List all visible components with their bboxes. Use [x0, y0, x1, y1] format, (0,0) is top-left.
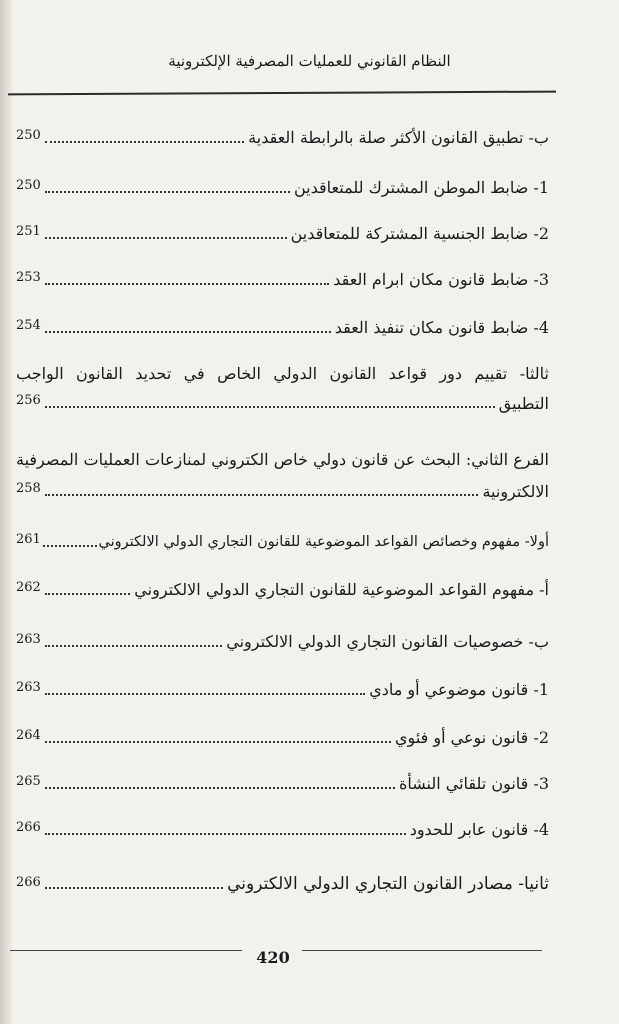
toc-entry — [16, 774, 549, 794]
leader-dots — [45, 593, 130, 595]
toc-entry — [16, 450, 549, 501]
toc-entry-title: ب- تطبيق القانون الأكثر صلة بالرابطة العقدية — [248, 128, 549, 148]
toc-entry-page: 254 — [16, 318, 41, 333]
leader-dots — [45, 283, 329, 285]
toc-entry-page: 256 — [16, 393, 41, 409]
leader-dots — [45, 191, 290, 193]
toc-entry — [16, 178, 549, 198]
toc-entry-title-line1: الفرع الثاني: البحث عن قانون دولي خاص الكتروني لمنازعات العمليات المصرفية — [16, 450, 549, 469]
leader-dots — [45, 406, 495, 408]
toc-entry-title: 2- قانون نوعي أو فئوي — [395, 728, 549, 748]
leader-dots — [45, 141, 244, 143]
toc-entry — [16, 632, 549, 652]
page-number: 420 — [256, 948, 290, 967]
toc-entry-title: ثانيا- مصادر القانون التجاري الدولي الالكتروني — [227, 874, 549, 894]
toc-entry-page: 266 — [16, 874, 41, 890]
toc-entry — [16, 874, 549, 894]
leader-dots — [45, 237, 287, 239]
toc-entry-title: 2- ضابط الجنسية المشتركة للمتعاقدين — [290, 224, 549, 244]
toc-entry-page: 266 — [16, 820, 41, 835]
toc-entry-title: 4- ضابط قانون مكان تنفيذ العقد — [334, 318, 549, 338]
leader-dots — [45, 331, 331, 333]
toc-entry — [16, 318, 549, 338]
toc-entry — [16, 532, 549, 552]
leader-dots — [45, 693, 365, 695]
leader-dots — [45, 645, 222, 647]
running-header: النظام القانوني للعمليات المصرفية الإلكترونية — [168, 52, 451, 70]
toc-entry-page: 258 — [16, 481, 41, 497]
toc-entry — [16, 680, 549, 700]
toc-entry-page: 250 — [16, 128, 41, 143]
toc-entry — [16, 580, 549, 600]
toc-entry-page: 264 — [16, 728, 41, 743]
toc-entry-title: التطبيق — [498, 393, 549, 413]
toc-entry-page: 262 — [16, 580, 41, 595]
toc-entry-title: 3- ضابط قانون مكان ابرام العقد — [333, 270, 549, 290]
leader-dots — [45, 741, 391, 743]
toc-entry-page: 263 — [16, 632, 41, 647]
footer-rule-left — [10, 950, 242, 951]
toc-entry-title: الالكترونية — [482, 481, 549, 501]
toc-entry — [16, 820, 549, 840]
toc-entry-page: 265 — [16, 774, 41, 789]
toc-entry-page: 261 — [16, 532, 41, 547]
toc-entry-title: 1- ضابط الموطن المشترك للمتعاقدين — [294, 178, 549, 198]
toc-entry — [16, 728, 549, 748]
toc-entry-page: 250 — [16, 178, 41, 193]
toc-entry — [16, 270, 549, 290]
leader-dots — [45, 494, 479, 496]
toc-entry-title: أولا- مفهوم وخصائص القواعد الموضوعية للقانون التجاري الدولي الالكتروني — [98, 534, 549, 551]
leader-dots — [45, 787, 395, 789]
leader-dots — [43, 545, 97, 547]
toc-entry-page: 263 — [16, 680, 41, 695]
leader-dots — [45, 887, 223, 889]
toc-entry-title: 1- قانون موضوعي أو مادي — [369, 680, 549, 700]
toc-entry — [16, 224, 549, 244]
toc-entry-page: 253 — [16, 270, 41, 285]
toc-entry-title: 3- قانون تلقائي النشأة — [398, 774, 549, 794]
toc-entry-title: ب- خصوصيات القانون التجاري الدولي الالكتروني — [226, 632, 549, 652]
toc-entry-title: 4- قانون عابر للحدود — [409, 820, 549, 840]
toc-entry-page: 251 — [16, 224, 41, 239]
toc-entry-title-line1: ثالثا- تقييم دور قواعد القانون الدولي الخاص في تحديد القانون الواجب — [16, 364, 550, 383]
toc-entry — [16, 364, 549, 413]
toc-entry-title: أ- مفهوم القواعد الموضوعية للقانون التجاري الدولي الالكتروني — [134, 580, 549, 600]
toc-entry — [16, 128, 549, 148]
footer-rule-right — [302, 950, 542, 951]
leader-dots — [45, 833, 406, 835]
